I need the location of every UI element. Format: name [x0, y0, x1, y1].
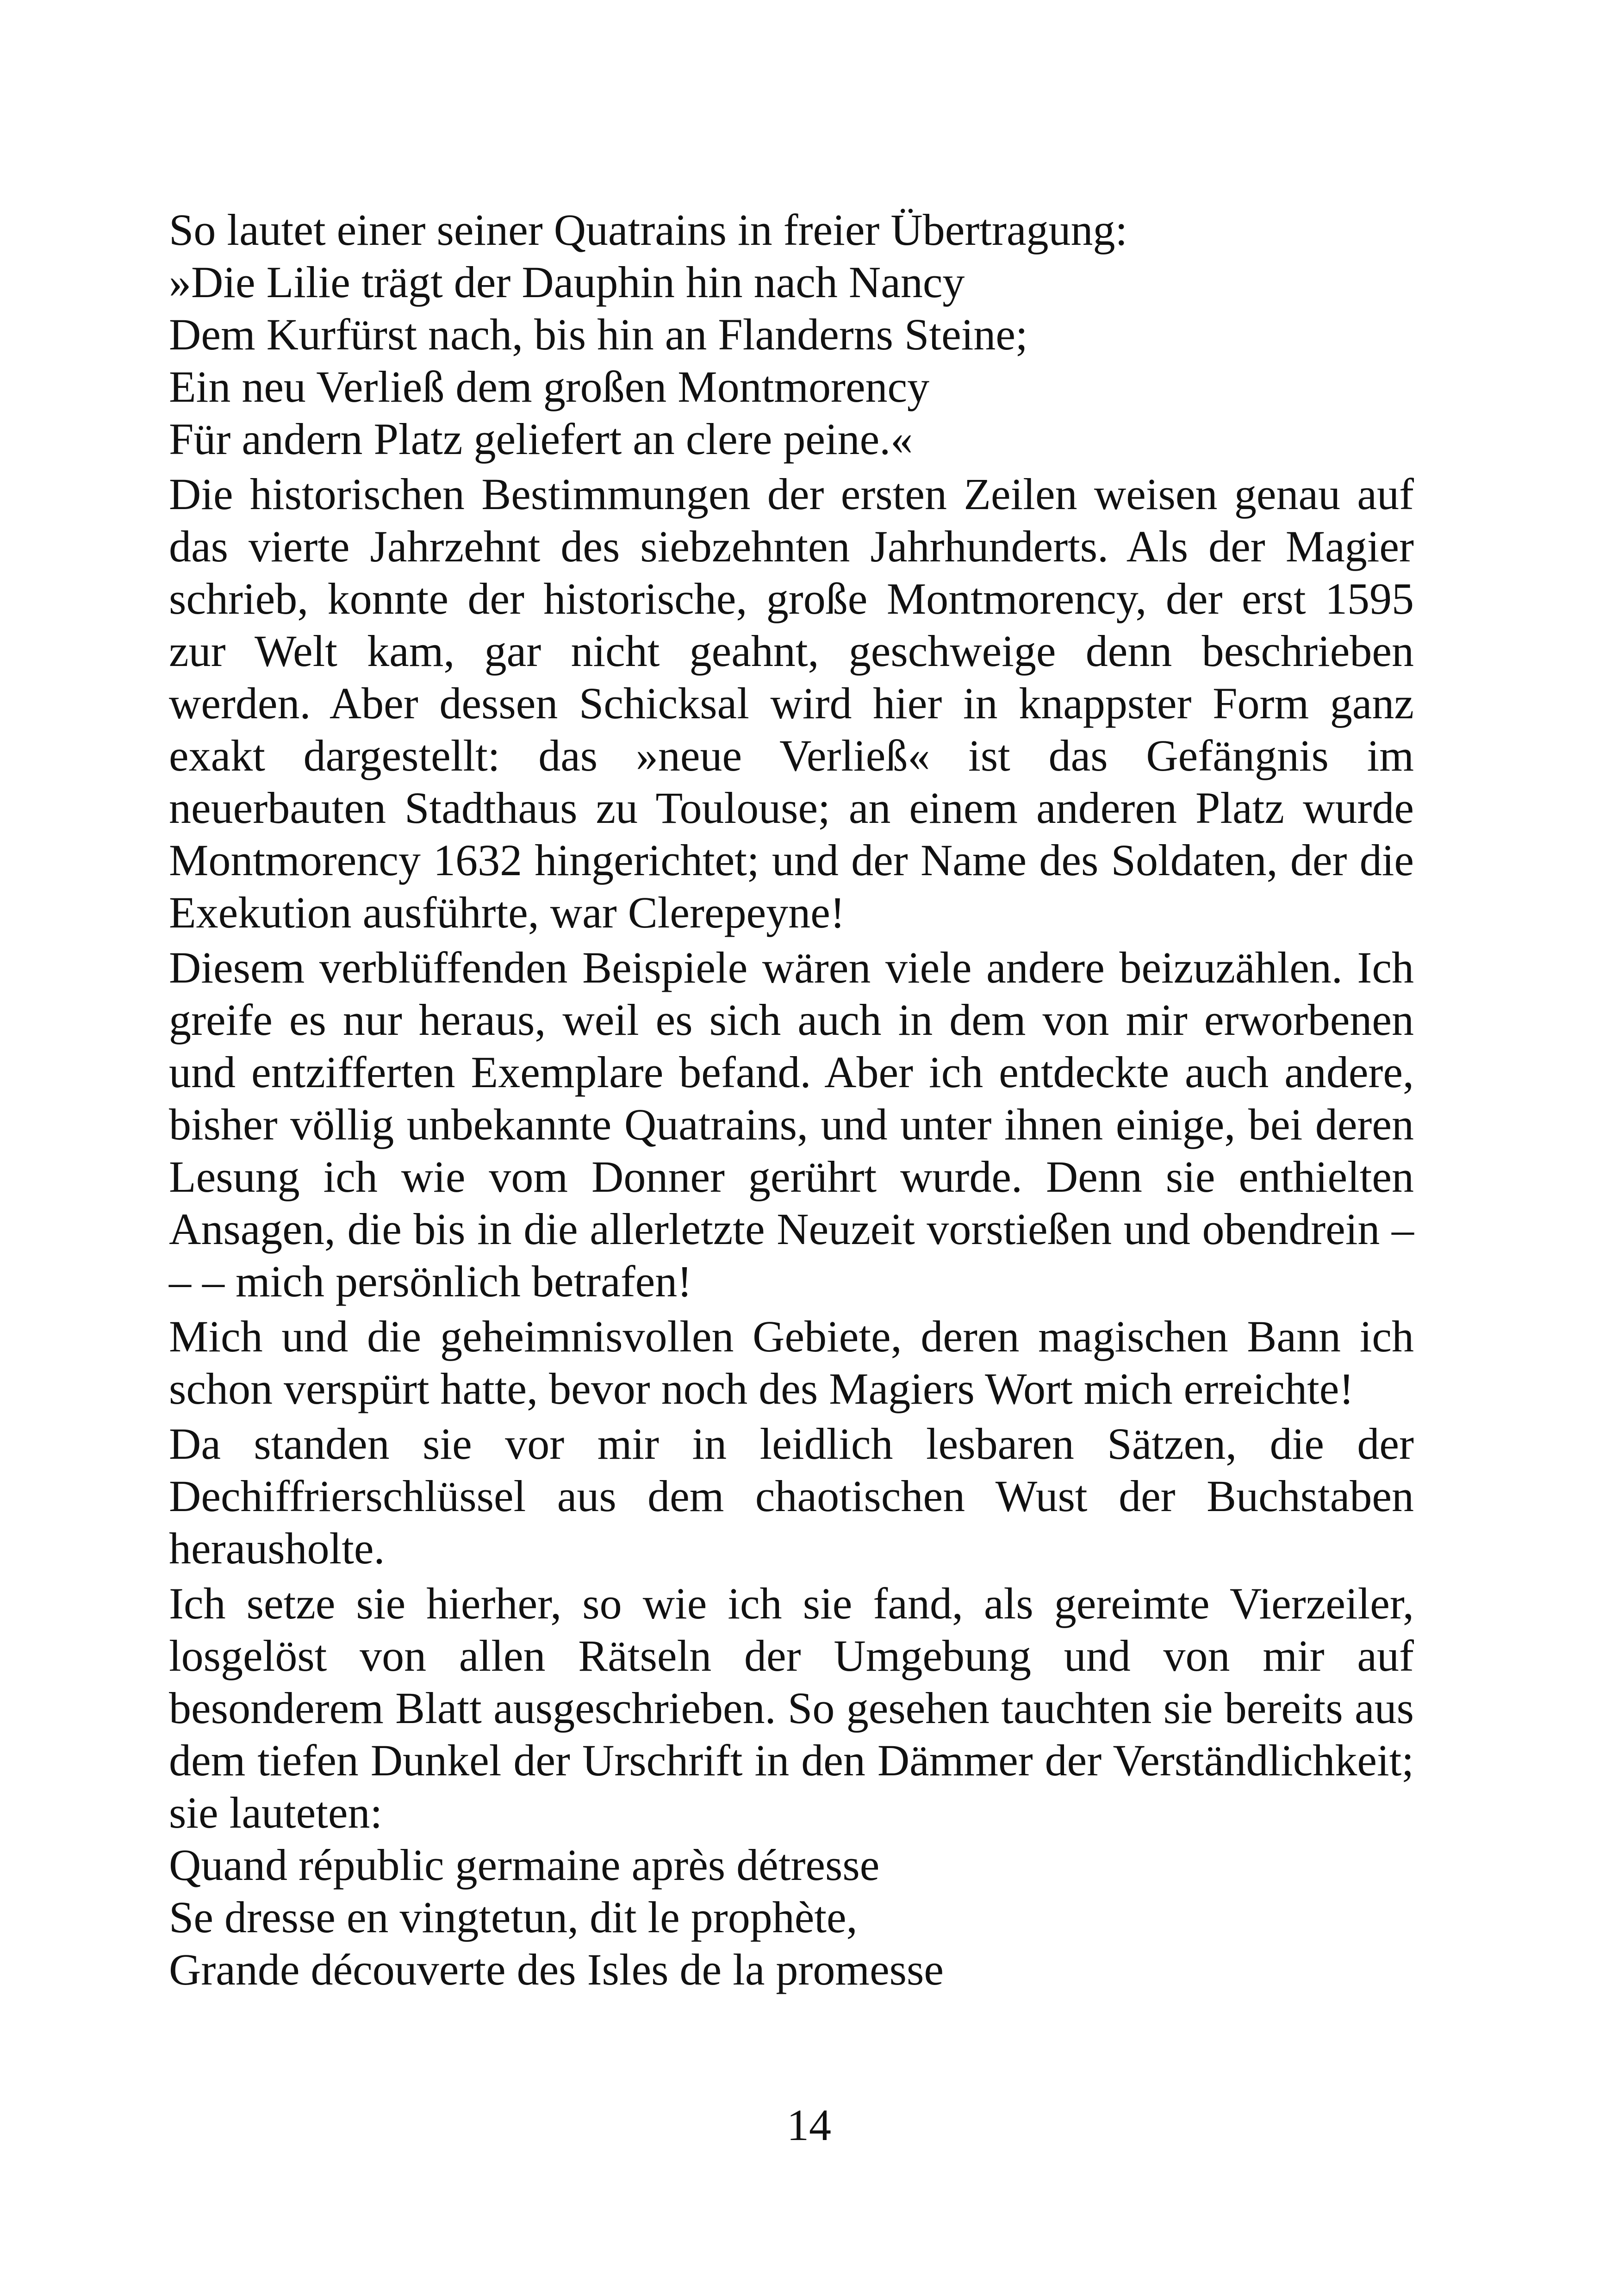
paragraph-historical: Die historischen Bestimmungen der ersten Zeilen weisen genau auf das vierte Jahrzehnt des siebzehnten Jahrhunderts. Als der Magier schrieb, konnte der historische, große Montmorency, der erst 1595 zur Welt kam, gar nicht geahnt, geschweige denn beschrieben werden. Aber dessen Schicksal wird hier in knappster Form ganz exakt dargestellt: das »neue Verließ« ist das Gefängnis im neuerbauten Stadthaus zu Toulouse; an einem anderen Platz wurde Montmorency 1632 hingerichtet; und der Name des Soldaten, der die Exekution ausführte, war Clerepeyne!	[169, 469, 1414, 937]
paragraph-examples: Diesem verblüffenden Beispiele wären viele andere beizuzählen. Ich greife es nur heraus, weil es sich auch in dem von mir erworbenen und entzifferten Exemplare befand. Aber ich entdeckte auch andere, bisher völlig unbekannte Quatrains, und unter ihnen einige, bei deren Lesung ich wie vom Donner gerührt wurde. Denn sie enthielten Ansagen, die bis in die allerletzte Neuzeit vorstießen und obendrein – – – mich persönlich betrafen!	[169, 943, 1414, 1306]
page-body	[169, 204, 1414, 1996]
paragraph-quatrains-intro: Ich setze sie hierher, so wie ich sie fand, als gereimte Vierzeiler, losgelöst von allen Rätseln der Umgebung und von mir auf besonderem Blatt ausgeschrieben. So gesehen tauchten sie bereits aus dem tiefen Dunkel der Urschrift in den Dämmer der Verständlichkeit; sie lauteten:	[169, 1579, 1414, 1837]
verse-line: Se dresse en vingtetun, dit le prophète,	[169, 1892, 858, 1942]
verse-line: Ein neu Verließ dem großen Montmorency	[169, 362, 930, 411]
verse-line: Quand républic germaine après détresse	[169, 1840, 880, 1890]
verse-line: Grande découverte des Isles de la promesse	[169, 1945, 944, 1994]
verse-line: Dem Kurfürst nach, bis hin an Flanderns Steine;	[169, 310, 1028, 359]
paragraph-decipher-key: Da standen sie vor mir in leidlich lesbaren Sätzen, die der Dechiffrierschlüssel aus dem chaotischen Wust der Buchstaben herausholte.	[169, 1419, 1414, 1573]
page-number: 14	[787, 2100, 831, 2150]
paragraph-mysterious-realms: Mich und die geheimnisvollen Gebiete, deren magischen Bann ich schon verspürt hatte, bevor noch des Magiers Wort mich erreichte!	[169, 1312, 1414, 1413]
verse-line: »Die Lilie trägt der Dauphin hin nach Nancy	[169, 257, 965, 307]
quatrain-french	[169, 1839, 1414, 1996]
intro-line: So lautet einer seiner Quatrains in freier Übertragung:	[169, 205, 1128, 255]
quatrain-montmorency	[169, 256, 1414, 465]
verse-line: Für andern Platz geliefert an clere peine.«	[169, 414, 913, 464]
